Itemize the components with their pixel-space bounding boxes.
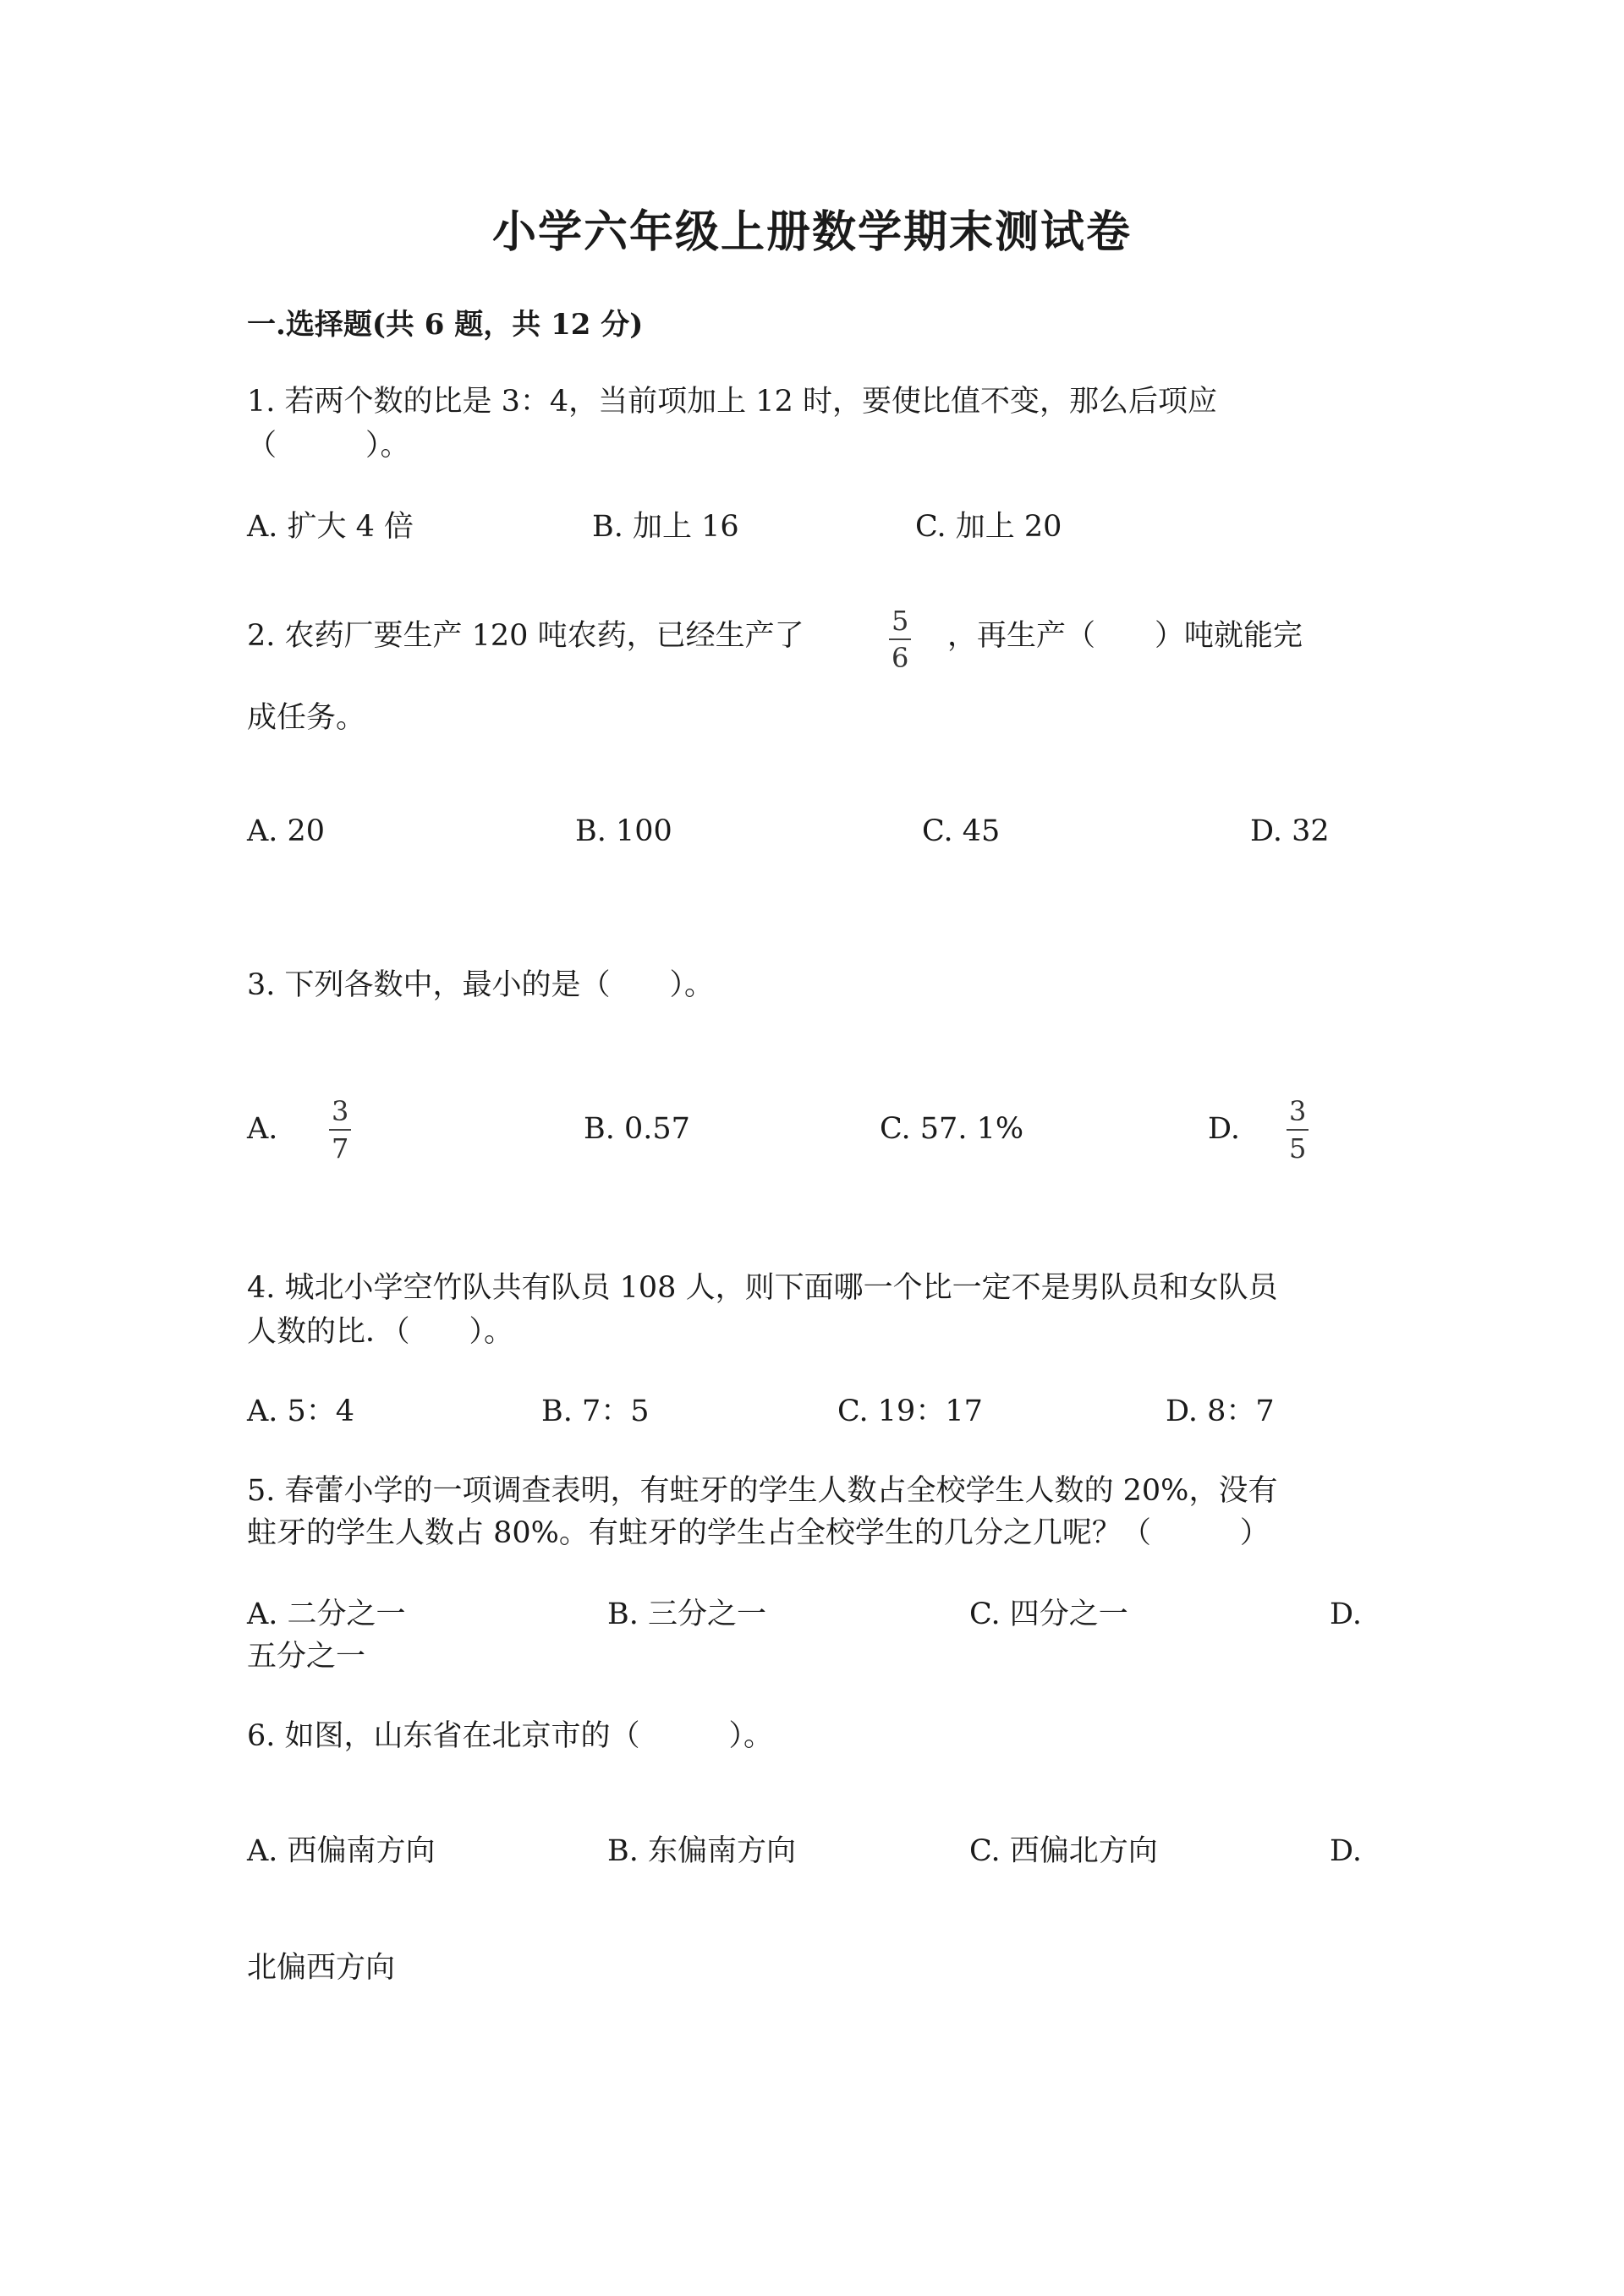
fraction-bar xyxy=(329,1129,351,1131)
question-2-option-c: C. 45 xyxy=(922,814,1001,848)
question-3-option-a-label: A. xyxy=(247,1112,278,1146)
question-5-option-b: B. 三分之一 xyxy=(607,1597,766,1631)
question-5-option-a: A. 二分之一 xyxy=(247,1597,406,1631)
question-2-text-cont: 成任务。 xyxy=(247,701,366,735)
question-3-option-b: B. 0.57 xyxy=(584,1112,690,1146)
question-4-text-cont: 人数的比．（ ）。 xyxy=(247,1315,514,1349)
question-5-option-d-cont: 五分之一 xyxy=(247,1640,366,1674)
page-title: 小学六年级上册数学期末测试卷 xyxy=(491,206,1132,258)
fraction-numerator: 3 xyxy=(332,1095,349,1127)
question-1-option-c: C. 加上 20 xyxy=(915,510,1062,544)
question-4-text: 4. 城北小学空竹队共有队员 108 人，则下面哪一个比一定不是男队员和女队员 xyxy=(247,1271,1278,1305)
question-3-option-d-fraction xyxy=(1286,1095,1309,1164)
question-2-option-d: D. 32 xyxy=(1250,814,1330,848)
question-3-option-d-label: D. xyxy=(1208,1112,1240,1146)
question-2-option-a: A. 20 xyxy=(247,814,326,848)
fraction-bar xyxy=(1287,1129,1309,1131)
section-heading: 一.选择题(共 6 题，共 12 分) xyxy=(247,308,644,342)
question-2-text-after-fraction: ，再生产（ ）吨就能完 xyxy=(947,619,1303,653)
fraction-denominator: 6 xyxy=(892,642,909,674)
question-6-option-d: D. xyxy=(1330,1834,1362,1868)
question-4-option-c: C. 19：17 xyxy=(837,1395,983,1428)
question-2-fraction xyxy=(888,605,912,674)
question-3-option-a-fraction xyxy=(328,1095,352,1164)
question-5-option-d: D. xyxy=(1330,1597,1362,1631)
question-1-option-a: A. 扩大 4 倍 xyxy=(247,510,414,544)
question-4-option-b: B. 7：5 xyxy=(541,1395,650,1428)
question-3-option-c: C. 57. 1% xyxy=(880,1112,1024,1146)
question-6-option-c: C. 西偏北方向 xyxy=(969,1834,1158,1868)
question-5-text-cont: 蛀牙的学生人数占 80%。有蛀牙的学生占全校学生的几分之几呢？（ ） xyxy=(247,1516,1270,1550)
question-5-option-c: C. 四分之一 xyxy=(969,1597,1128,1631)
question-2-option-b: B. 100 xyxy=(575,814,672,848)
question-6-option-b: B. 东偏南方向 xyxy=(607,1834,796,1868)
fraction-bar xyxy=(889,638,911,640)
fraction-denominator: 5 xyxy=(1289,1132,1307,1164)
question-1-text: 1. 若两个数的比是 3：4，当前项加上 12 时，要使比值不变，那么后项应 xyxy=(247,385,1217,419)
question-3-text: 3. 下列各数中，最小的是（ ）。 xyxy=(247,968,715,1002)
question-6-text: 6. 如图，山东省在北京市的（ ）。 xyxy=(247,1719,774,1753)
question-4-option-d: D. 8：7 xyxy=(1166,1395,1275,1428)
question-6-option-a: A. 西偏南方向 xyxy=(247,1834,436,1868)
fraction-numerator: 5 xyxy=(892,605,909,637)
question-1-text-cont: （ ）。 xyxy=(247,429,410,463)
question-6-option-d-cont: 北偏西方向 xyxy=(247,1951,396,1985)
question-2-text: 2. 农药厂要生产 120 吨农药，已经生产了 xyxy=(247,619,804,653)
fraction-denominator: 7 xyxy=(332,1132,349,1164)
fraction-numerator: 3 xyxy=(1289,1095,1307,1127)
question-5-text: 5. 春蕾小学的一项调查表明，有蛀牙的学生人数占全校学生人数的 20%，没有 xyxy=(247,1474,1278,1508)
question-4-option-a: A. 5：4 xyxy=(247,1395,355,1428)
question-1-option-b: B. 加上 16 xyxy=(592,510,739,544)
